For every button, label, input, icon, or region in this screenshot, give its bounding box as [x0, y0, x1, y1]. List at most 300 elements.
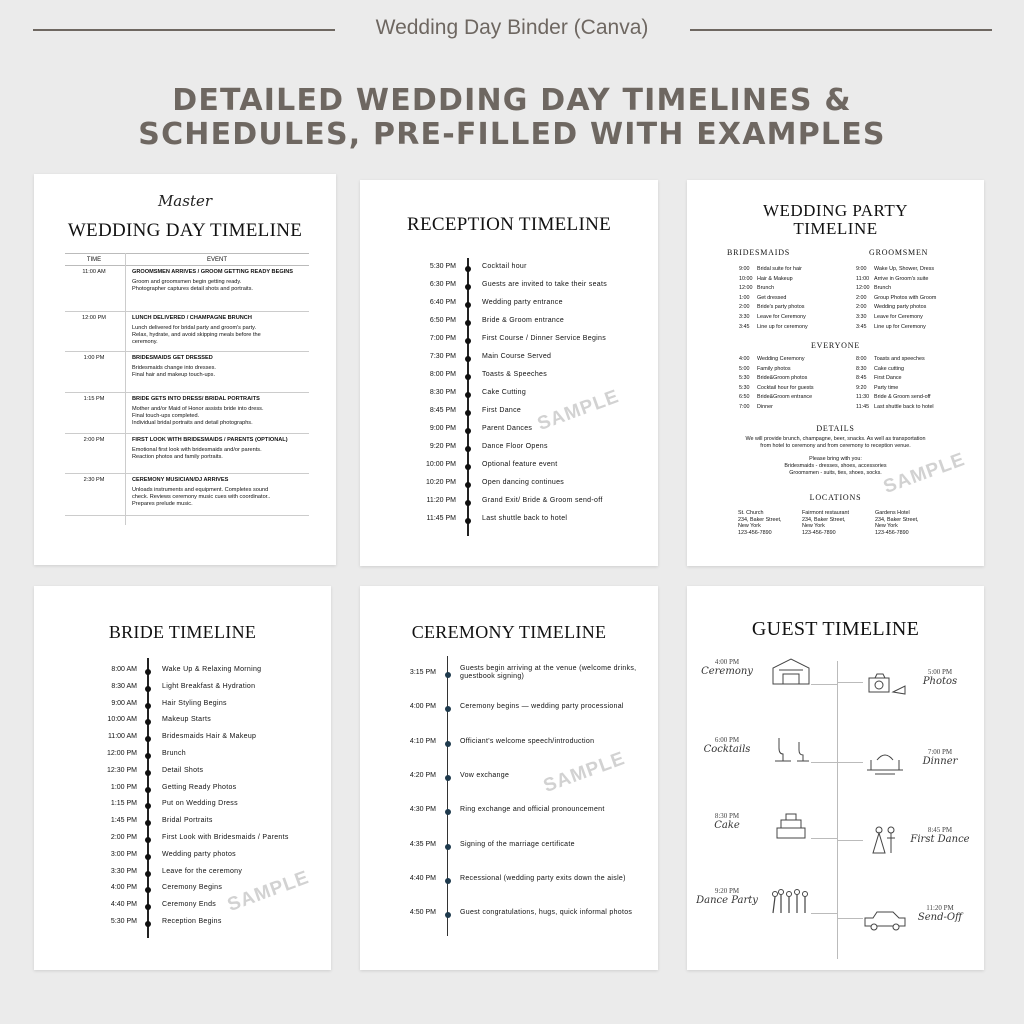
timeline-dot: [445, 878, 451, 884]
timeline-time: 10:00 AM: [107, 716, 137, 724]
everyone-heading: EVERYONE: [810, 341, 861, 350]
timeline-event: Reception Begins: [162, 918, 222, 925]
timeline-row: [360, 461, 658, 473]
timeline-dot: [465, 500, 471, 506]
location-name: St. Church: [738, 510, 764, 516]
master-row-desc-line: Relax, hydrate, and avoid skipping meals before the: [132, 332, 261, 339]
master-row-heading: FIRST LOOK WITH BRIDESMAIDS / PARENTS (OPTIONAL): [132, 437, 288, 443]
sample-watermark: SAMPLE: [540, 748, 629, 797]
connector-line: [811, 684, 837, 685]
timeline-time: 8:30 PM: [429, 389, 456, 396]
schedule-time: 3:30: [856, 314, 867, 320]
master-row-time: 1:00 PM: [83, 355, 105, 361]
party-title: [687, 202, 984, 238]
timeline-event: Ring exchange and official pronouncement: [460, 806, 605, 814]
schedule-event: Party time: [874, 384, 899, 391]
schedule-row: [856, 276, 976, 285]
timeline-event: Leave for the ceremony: [162, 867, 243, 875]
guest-event-label: Dance Party: [696, 895, 758, 906]
ceremony-title: CEREMONY TIMELINE: [411, 622, 607, 642]
ceremony-timeline-card: [360, 586, 658, 970]
location-city: New York: [738, 523, 761, 529]
timeline-time: 9:00 AM: [111, 699, 137, 707]
schedule-event: Cake cutting: [874, 365, 904, 372]
timeline-row: [360, 281, 658, 293]
guest-event-left: [687, 812, 767, 831]
timeline-dot: [145, 854, 151, 860]
timeline-dot: [465, 464, 471, 470]
timeline-dot: [145, 871, 151, 877]
timeline-time: 10:20 PM: [426, 479, 456, 486]
connector-line: [837, 918, 863, 919]
timeline-dot: [145, 820, 151, 826]
bride-timeline-card: [34, 586, 331, 970]
schedule-event: Brunch: [757, 285, 775, 292]
timeline-event: First Dance: [482, 407, 522, 414]
schedule-time: 11:30: [856, 394, 870, 401]
timeline-dot: [465, 302, 471, 308]
schedule-row: [739, 295, 859, 304]
location-city: New York: [875, 523, 898, 529]
schedule-time: 3:45: [739, 323, 750, 330]
guest-event-label: Cake: [714, 820, 740, 831]
locations-heading: LOCATIONS: [809, 493, 862, 502]
binder-header: [0, 14, 1024, 46]
timeline-dot: [145, 669, 151, 675]
guest-timeline-line: [837, 661, 838, 959]
schedule-event: Bridal suite for hair: [757, 266, 802, 272]
timeline-time: 1:00 PM: [110, 783, 137, 791]
timeline-time: 3:15 PM: [409, 669, 436, 676]
timeline-time: 9:00 PM: [429, 425, 456, 432]
master-row-desc-line: check. Reviews ceremony music cues with coordinator..: [132, 494, 271, 501]
guest-event-left: [687, 658, 767, 677]
master-row: [65, 474, 309, 516]
timeline-event: [460, 665, 636, 681]
connector-line: [837, 840, 863, 841]
timeline-dot: [465, 356, 471, 362]
headline-line-1: DETAILED WEDDING DAY TIMELINES &: [172, 83, 852, 118]
schedule-time: 3:30: [739, 314, 750, 320]
schedule-event: Line up for Ceremony: [874, 323, 926, 330]
timeline-time: 7:00 PM: [429, 335, 456, 342]
guest-sketch-icon: [863, 666, 907, 696]
timeline-time: 4:40 PM: [110, 901, 137, 909]
guest-event-label: Send-Off: [917, 912, 963, 923]
master-row: [65, 434, 309, 474]
schedule-time: 12:00: [856, 285, 870, 292]
schedule-time: 2:00: [739, 304, 750, 311]
timeline-row: [360, 479, 658, 491]
master-row-time: 2:30 PM: [83, 477, 105, 483]
location-name: Fairmont restaurant: [802, 510, 850, 516]
timeline-event: Bridal Portraits: [162, 817, 213, 825]
timeline-row: [360, 425, 658, 437]
timeline-event: Recessional (wedding party exits down the aisle): [460, 874, 626, 882]
schedule-event: Wedding party photos: [874, 304, 927, 311]
timeline-dot: [445, 741, 451, 747]
guest-event-right: [905, 668, 975, 687]
master-row-time: 2:00 PM: [83, 437, 105, 443]
details-text-2: from hotel to ceremony and from ceremony to reception venue.: [760, 443, 911, 449]
timeline-dot: [145, 703, 151, 709]
schedule-row: [739, 356, 859, 365]
schedule-row: [856, 356, 976, 365]
timeline-time: 4:35 PM: [409, 840, 436, 848]
connector-line: [811, 838, 837, 839]
master-row-heading: BRIDE GETS INTO DRESS/ BRIDAL PORTRAITS: [132, 396, 260, 402]
master-row: [65, 266, 309, 312]
timeline-dot: [145, 803, 151, 809]
timeline-event: Light Breakfast & Hydration: [162, 682, 256, 690]
timeline-dot: [145, 736, 151, 742]
sample-watermark: SAMPLE: [880, 449, 969, 498]
timeline-row: [360, 738, 658, 750]
timeline-dot: [465, 428, 471, 434]
schedule-time: 8:00: [856, 356, 867, 362]
timeline-time: 4:40 PM: [409, 874, 436, 882]
timeline-dot: [445, 775, 451, 781]
timeline-row: [360, 497, 658, 509]
guest-event-label: Cocktails: [703, 744, 751, 755]
schedule-time: 4:00: [739, 356, 750, 362]
timeline-time: 11:45 PM: [426, 515, 456, 522]
schedule-row: [856, 295, 976, 304]
col-event-header: EVENT: [206, 257, 227, 263]
schedule-time: 8:30: [856, 365, 867, 372]
schedule-row: [856, 314, 976, 323]
master-row-desc-line: Final touch-ups completed.: [132, 413, 200, 420]
timeline-dot: [145, 787, 151, 793]
timeline-event: Vow exchange: [460, 771, 510, 779]
timeline-event: Makeup Starts: [162, 716, 212, 724]
master-row-desc-line: Mother and/or Maid of Honor assists bride into dress.: [132, 406, 264, 412]
master-row-heading: LUNCH DELIVERED / CHAMPAGNE BRUNCH: [132, 315, 252, 321]
timeline-time: 8:45 PM: [429, 407, 456, 414]
master-row-desc-line: Photographer captures detail shots and portraits.: [132, 286, 253, 293]
schedule-time: 2:00: [856, 294, 867, 301]
schedule-event: Wedding Ceremony: [757, 356, 805, 362]
schedule-time: 11:45: [856, 404, 870, 410]
timeline-event: Guests are invited to take their seats: [482, 281, 608, 288]
schedule-event: Brunch: [874, 285, 892, 292]
timeline-event-line: guestbook signing): [460, 673, 525, 680]
schedule-event: Get dressed: [757, 294, 787, 301]
timeline-time: 3:00 PM: [110, 850, 137, 858]
timeline-dot: [145, 904, 151, 910]
master-row: [65, 393, 309, 434]
guest-sketch-icon: [863, 746, 907, 776]
master-script-title: Master: [157, 192, 213, 210]
guest-event-time: 4:00 PM: [714, 658, 740, 666]
guest-sketch-icon: [863, 824, 907, 854]
schedule-row: [856, 304, 976, 313]
guest-sketch-icon: [769, 656, 813, 686]
timeline-row: [360, 703, 658, 715]
schedule-time: 9:00: [856, 266, 867, 272]
timeline-time: 2:00 PM: [110, 834, 137, 841]
timeline-time: 3:30 PM: [110, 867, 137, 875]
schedule-event: Line up for ceremony: [757, 323, 808, 330]
timeline-time: 8:00 PM: [429, 371, 456, 378]
timeline-event: Ceremony Ends: [162, 901, 217, 909]
schedule-row: [739, 324, 859, 333]
timeline-time: 5:30 PM: [110, 918, 137, 925]
timeline-event: Wedding party photos: [162, 850, 236, 858]
sample-watermark: SAMPLE: [224, 867, 313, 916]
schedule-event: Wake Up, Shower, Dress: [874, 266, 935, 272]
timeline-dot: [445, 912, 451, 918]
reception-timeline-card: [360, 180, 658, 566]
timeline-row: [34, 901, 331, 913]
timeline-event: Parent Dances: [482, 425, 533, 432]
timeline-time: 4:30 PM: [409, 806, 436, 814]
schedule-row: [739, 266, 859, 275]
timeline-event-line: Guests begin arriving at the venue (welcome drinks,: [460, 665, 637, 672]
timeline-row: [34, 834, 331, 846]
schedule-row: [739, 304, 859, 313]
master-title: WEDDING DAY TIMELINE: [67, 220, 303, 241]
timeline-dot: [465, 284, 471, 290]
schedule-event: Cocktail hour for guests: [757, 384, 814, 391]
connector-line: [837, 762, 863, 763]
timeline-event: First Look with Bridesmaids / Parents: [162, 834, 289, 841]
location-block: [875, 510, 918, 536]
timeline-event: Put on Wedding Dress: [162, 800, 238, 808]
bring-text-3: Groomsmen - suits, ties, shoes, socks.: [789, 470, 882, 476]
timeline-dot: [145, 887, 151, 893]
timeline-time: 11:20 PM: [426, 497, 456, 504]
master-table-header: [65, 253, 309, 266]
timeline-time: 4:20 PM: [409, 771, 436, 779]
ceremony-timeline-line: [447, 656, 448, 936]
timeline-time: 4:50 PM: [409, 909, 436, 917]
schedule-event: Bride & Groom send-off: [874, 394, 931, 401]
guest-timeline-card: [687, 586, 984, 970]
schedule-event: Last shuttle back to hotel: [874, 404, 934, 410]
schedule-time: 7:00: [739, 404, 750, 410]
timeline-time: 1:15 PM: [110, 800, 137, 808]
location-name: Gardens Hotel: [875, 510, 910, 516]
timeline-time: 6:30 PM: [429, 281, 456, 288]
master-row-heading: GROOMSMEN ARRIVES / GROOM GETTING READY BEGINS: [132, 269, 293, 275]
timeline-dot: [465, 266, 471, 272]
party-title-line-1: WEDDING PARTY: [762, 201, 909, 220]
timeline-dot: [465, 410, 471, 416]
master-row-desc-line: Lunch delivered for bridal party and groom's party.: [132, 325, 257, 331]
details-heading: DETAILS: [816, 424, 855, 433]
master-row-description: [132, 279, 308, 293]
timeline-event: Cocktail hour: [482, 263, 527, 270]
timeline-time: 4:10 PM: [409, 737, 436, 745]
timeline-time: 10:00 PM: [426, 461, 456, 468]
schedule-event: Bride&Groom photos: [757, 375, 808, 382]
guest-event-label: Ceremony: [701, 666, 753, 677]
guest-sketch-icon: [863, 902, 907, 932]
guest-event-left: [687, 736, 767, 755]
schedule-time: 2:00: [856, 304, 867, 311]
timeline-dot: [445, 844, 451, 850]
master-row-description: [132, 365, 308, 379]
reception-title: RECEPTION TIMELINE: [407, 214, 611, 235]
bring-text-1: Please bring with you:: [809, 456, 862, 462]
bride-title: BRIDE TIMELINE: [108, 622, 257, 642]
schedule-row: [856, 375, 976, 384]
guest-sketch-icon: [769, 810, 813, 840]
timeline-event: Toasts & Speeches: [482, 371, 548, 378]
timeline-time: 11:00 AM: [107, 733, 137, 741]
schedule-event: Group Photos with Groom: [874, 294, 937, 301]
master-row-desc-line: Bridesmaids change into dresses.: [132, 365, 216, 371]
headline-line-2: SCHEDULES, PRE-FILLED WITH EXAMPLES: [138, 117, 886, 152]
bring-text-2: Bridesmaids - dresses, shoes, accessories: [784, 463, 887, 469]
page-headline: [0, 84, 1024, 152]
master-row-desc-line: Unloads instruments and equipment. Completes sound: [132, 487, 269, 493]
master-timeline-card: [34, 174, 336, 565]
schedule-time: 5:30: [739, 384, 750, 391]
timeline-row: [360, 371, 658, 383]
details-text-1: We will provide brunch, champagne, beer, snacks. As well as transportation: [745, 436, 926, 442]
timeline-row: [34, 918, 331, 930]
timeline-event: First Course / Dinner Service Begins: [482, 335, 607, 342]
timeline-dot: [145, 719, 151, 725]
schedule-row: [856, 394, 976, 403]
timeline-event: Dance Floor Opens: [482, 443, 548, 450]
timeline-time: 12:30 PM: [107, 766, 137, 774]
connector-line: [837, 682, 863, 683]
timeline-time: 9:20 PM: [429, 443, 456, 450]
location-phone: 123-456-7890: [875, 529, 909, 536]
schedule-time: 11:00: [856, 275, 870, 282]
timeline-time: 7:30 PM: [429, 353, 456, 360]
timeline-event: Brunch: [162, 750, 186, 757]
schedule-event: Dinner: [757, 404, 773, 410]
timeline-event: Grand Exit/ Bride & Groom send-off: [482, 497, 603, 504]
groomsmen-heading: GROOMSMEN: [869, 248, 929, 257]
timeline-row: [34, 666, 331, 678]
schedule-time: 10:00: [739, 275, 753, 282]
timeline-event: Ceremony Begins: [162, 884, 223, 892]
master-row-time: 1:15 PM: [83, 396, 105, 402]
schedule-row: [739, 404, 859, 413]
schedule-event: Leave for Ceremony: [757, 314, 806, 320]
master-row-desc-line: Groom and groomsmen begin getting ready.: [132, 279, 242, 285]
master-row-desc-line: Prepares prelude music.: [132, 501, 193, 508]
timeline-row: [360, 317, 658, 329]
timeline-row: [360, 335, 658, 347]
schedule-event: Bride&Groom entrance: [757, 394, 813, 401]
guest-sketch-icon: [769, 734, 813, 764]
timeline-row: [360, 909, 658, 921]
timeline-dot: [145, 753, 151, 759]
timeline-row: [34, 750, 331, 762]
schedule-row: [739, 394, 859, 403]
timeline-time: 8:30 AM: [111, 682, 137, 690]
master-row: [65, 312, 309, 352]
schedule-row: [856, 324, 976, 333]
timeline-row: [360, 841, 658, 853]
guest-title: GUEST TIMELINE: [751, 618, 920, 640]
timeline-row: [34, 784, 331, 796]
guest-event-time: 5:00 PM: [927, 668, 953, 676]
guest-event-right: [905, 904, 975, 923]
master-row: [65, 352, 309, 393]
master-row-description: [132, 406, 308, 428]
timeline-dot: [465, 446, 471, 452]
schedule-row: [739, 366, 859, 375]
schedule-event: Arrive in Groom's suite: [874, 275, 929, 282]
timeline-row: [360, 443, 658, 455]
schedule-row: [856, 266, 976, 275]
timeline-event: Open dancing continues: [482, 479, 565, 486]
location-phone: 123-456-7890: [738, 529, 772, 536]
timeline-event: Main Course Served: [482, 353, 552, 360]
timeline-row: [360, 515, 658, 527]
timeline-dot: [145, 770, 151, 776]
timeline-time: 6:40 PM: [429, 299, 456, 306]
col-time-header: TIME: [86, 257, 102, 263]
timeline-dot: [445, 672, 451, 678]
master-row-desc-line: Reaction photos and family portraits.: [132, 454, 223, 461]
party-title-line-2: TIMELINE: [793, 219, 878, 238]
schedule-row: [739, 375, 859, 384]
timeline-row: [34, 733, 331, 745]
timeline-event: Optional feature event: [482, 461, 558, 468]
schedule-time: 9:20: [856, 384, 867, 391]
master-row-desc-line: Individual bridal portraits and detail photographs.: [132, 420, 253, 427]
timeline-row: [34, 817, 331, 829]
master-row-description: [132, 325, 308, 347]
timeline-dot: [465, 518, 471, 524]
timeline-event: Officiant's welcome speech/introduction: [460, 737, 595, 745]
guest-event-label: First Dance: [910, 834, 970, 845]
timeline-row: [360, 263, 658, 275]
schedule-row: [856, 404, 976, 413]
connector-line: [811, 762, 837, 763]
timeline-row: [34, 767, 331, 779]
timeline-row: [360, 353, 658, 365]
timeline-event: Wedding party entrance: [482, 299, 563, 306]
schedule-time: 9:00: [739, 266, 750, 272]
schedule-time: 3:45: [856, 323, 867, 330]
timeline-dot: [445, 706, 451, 712]
timeline-time: 5:30 PM: [429, 263, 456, 270]
timeline-event: Guest congratulations, hugs, quick informal photos: [460, 909, 633, 917]
timeline-event: Last shuttle back to hotel: [482, 515, 568, 522]
timeline-time: 4:00 PM: [110, 884, 137, 892]
timeline-row: [360, 665, 658, 681]
header-rule-right: [690, 29, 992, 31]
timeline-dot: [465, 374, 471, 380]
timeline-dot: [145, 686, 151, 692]
timeline-row: [360, 806, 658, 818]
location-addr: 234, Baker Street,: [802, 516, 846, 523]
schedule-row: [739, 276, 859, 285]
timeline-event: Bridesmaids Hair & Makeup: [162, 733, 257, 741]
timeline-dot: [145, 921, 151, 927]
timeline-event: Ceremony begins — wedding party processional: [460, 703, 624, 711]
connector-line: [811, 913, 837, 914]
location-city: New York: [802, 523, 825, 529]
master-row-description: [132, 487, 308, 509]
guest-event-time: 6:00 PM: [714, 736, 740, 744]
timeline-event: Cake Cutting: [482, 389, 527, 396]
timeline-event: Detail Shots: [162, 766, 204, 774]
master-row-desc-line: ceremony.: [132, 339, 158, 346]
timeline-time: 8:00 AM: [111, 666, 137, 673]
timeline-row: [34, 716, 331, 728]
timeline-event: Bride & Groom entrance: [482, 317, 565, 324]
